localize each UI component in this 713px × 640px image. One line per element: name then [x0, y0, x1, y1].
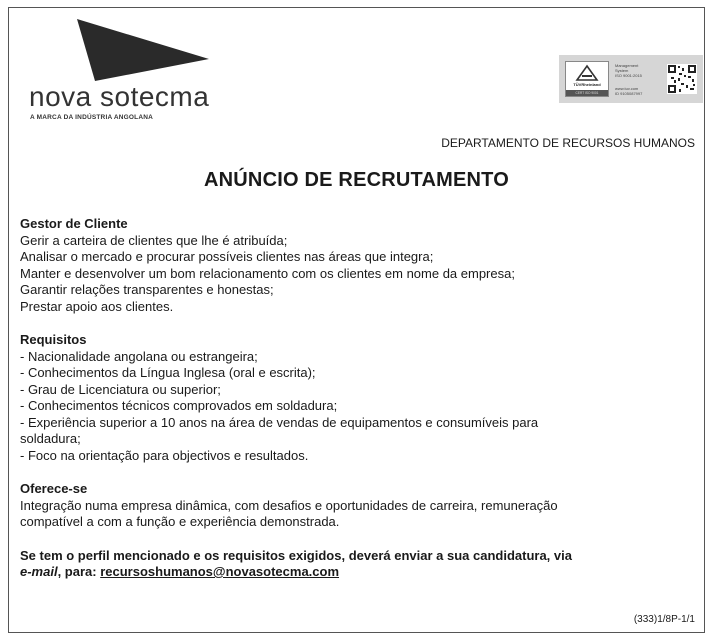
qr-code-icon: [667, 64, 697, 94]
certification-badge: [559, 55, 703, 103]
brand-name-part2: sotecma: [100, 81, 210, 112]
role-line: Gerir a carteira de clientes que lhe é atribuída;: [20, 232, 288, 248]
advertisement-page: [8, 7, 705, 633]
role-line: Analisar o mercado e procurar possíveis clientes nas áreas que integra;: [20, 249, 434, 264]
requirements-section: [20, 332, 694, 464]
department-label: DEPARTAMENTO DE RECURSOS HUMANOS: [441, 136, 695, 150]
email-link[interactable]: recursoshumanos@novasotecma.com: [100, 564, 340, 579]
requirement-line: - Nacionalidade angolana ou estrangeira;: [20, 348, 258, 364]
requirement-line: - Conhecimentos técnicos comprovados em soldadura;: [20, 398, 338, 413]
ad-content: [20, 216, 694, 581]
offer-heading: Oferece-se: [20, 481, 88, 496]
email-label-italic: e-mail: [20, 564, 58, 579]
requirement-line: - Foco na orientação para objectivos e resultados.: [20, 447, 309, 463]
cta-line: Se tem o perfil mencionado e os requisitos exigidos, deverá enviar a sua candidatura, via: [20, 547, 572, 563]
requirement-line: soldadura;: [20, 431, 81, 446]
tuv-certification-mark: [565, 61, 609, 97]
page-title: ANÚNCIO DE RECRUTAMENTO: [204, 169, 509, 191]
role-heading: Gestor de Cliente: [20, 216, 128, 231]
tuv-name: TÜVRheinland: [573, 82, 601, 87]
cert-line: www.tuv.com: [615, 85, 639, 91]
cert-line: ID 9105087997: [615, 90, 643, 96]
certification-text: [615, 63, 663, 96]
requirements-heading: Requisitos: [20, 332, 87, 347]
reference-code: (333)1/8P-1/1: [633, 614, 695, 625]
brand-name: [29, 81, 209, 113]
offer-section: [20, 481, 694, 531]
role-line: Manter e desenvolver um bom relacionamento com os clientes em nome da empresa;: [20, 265, 515, 281]
requirement-line: - Experiência superior a 10 anos na área de vendas de equipamentos e consumíveis para: [20, 414, 539, 430]
offer-line: Integração numa empresa dinâmica, com desafios e oportunidades de carreira, remuneração: [20, 497, 558, 513]
certification-triangle-icon: [566, 63, 608, 83]
offer-line: compatível a com a função e experiência demonstrada.: [20, 514, 340, 529]
requirement-line: - Grau de Licenciatura ou superior;: [20, 381, 221, 397]
role-line: Prestar apoio aos clientes.: [20, 298, 174, 314]
cert-line: System: [615, 67, 629, 73]
brand-tagline: A MARCA DA INDÚSTRIA ANGOLANA: [30, 114, 154, 121]
email-label-rest: , para:: [57, 564, 101, 579]
cert-line: ISO 9001:2015: [615, 72, 642, 78]
application-instructions: [20, 548, 694, 581]
tuv-band: CERT ISO 9001: [566, 90, 608, 96]
brand-triangle-logo: [77, 19, 209, 81]
role-section: [20, 216, 694, 315]
requirement-line: - Conhecimentos da Língua Inglesa (oral e escrita);: [20, 365, 316, 380]
role-line: Garantir relações transparentes e honestas;: [20, 282, 274, 297]
cert-line: Management: [615, 62, 639, 68]
brand-name-part1: nova: [29, 81, 100, 112]
